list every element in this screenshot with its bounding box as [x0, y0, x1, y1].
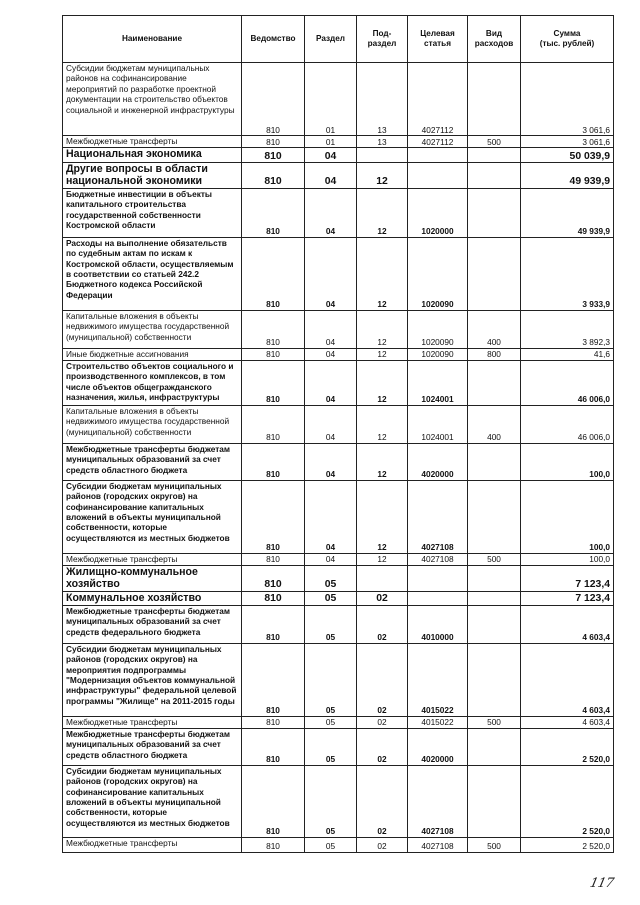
cell-vedomstvo: 810 [242, 591, 305, 605]
cell-podrazdel: 02 [357, 837, 408, 852]
cell-vedomstvo: 810 [242, 728, 305, 765]
cell-name: Межбюджетные трансферты бюджетам муниципальных образований за счет средств областного бюджета [63, 728, 242, 765]
cell-summa: 7 123,4 [521, 591, 614, 605]
cell-summa: 50 039,9 [521, 148, 614, 163]
header-statya: Целевая статья [408, 16, 468, 63]
cell-podrazdel: 12 [357, 237, 408, 310]
cell-podrazdel [357, 565, 408, 591]
cell-vid: 500 [468, 837, 521, 852]
header-podrazdel: Под- раздел [357, 16, 408, 63]
cell-vedomstvo: 810 [242, 148, 305, 163]
cell-razdel: 04 [305, 443, 357, 480]
cell-razdel: 05 [305, 728, 357, 765]
cell-podrazdel: 02 [357, 728, 408, 765]
cell-statya: 1020090 [408, 310, 468, 348]
cell-summa: 4 603,4 [521, 716, 614, 728]
cell-razdel: 04 [305, 348, 357, 360]
cell-statya: 1024001 [408, 360, 468, 405]
table-row [63, 480, 614, 553]
cell-podrazdel [357, 148, 408, 163]
table-row [63, 837, 614, 852]
cell-vid [468, 443, 521, 480]
budget-table-sheet [62, 15, 613, 853]
cell-podrazdel: 12 [357, 188, 408, 237]
cell-vid: 400 [468, 310, 521, 348]
cell-statya [408, 565, 468, 591]
cell-summa: 100,0 [521, 553, 614, 565]
cell-name: Субсидии бюджетам муниципальных районов (городских округов) на софинансирование капитальных вложений в объекты муниципальной собственности, которые осуществляются из местных бюджетов [63, 765, 242, 837]
cell-name: Межбюджетные трансферты бюджетам муниципальных образований за счет средств федерального бюджета [63, 605, 242, 643]
cell-summa: 3 061,6 [521, 63, 614, 136]
cell-vid [468, 765, 521, 837]
header-name: Наименование [63, 16, 242, 63]
cell-name: Межбюджетные трансферты [63, 136, 242, 148]
cell-vedomstvo: 810 [242, 360, 305, 405]
table-row [63, 716, 614, 728]
cell-statya: 4027112 [408, 63, 468, 136]
cell-name: Субсидии бюджетам муниципальных районов (городских округов) на софинансирование капитальных вложений в объекты муниципальной собственности, которые осуществляются из местных бюджетов [63, 480, 242, 553]
table-header-row [63, 16, 614, 63]
cell-statya [408, 163, 468, 189]
cell-statya: 1024001 [408, 405, 468, 443]
cell-razdel: 04 [305, 188, 357, 237]
cell-podrazdel: 12 [357, 163, 408, 189]
page-number: 117 [588, 876, 615, 891]
cell-vid [468, 237, 521, 310]
cell-summa: 2 520,0 [521, 728, 614, 765]
cell-razdel: 01 [305, 63, 357, 136]
cell-vid [468, 605, 521, 643]
cell-podrazdel: 02 [357, 591, 408, 605]
cell-razdel: 05 [305, 837, 357, 852]
cell-name: Субсидии бюджетам муниципальных районов (городских округов) на мероприятия подпрограммы "Модернизация объектов коммунальной инфраструктуры" федеральной целевой программы "Жилище" на 2011-2015 годы [63, 643, 242, 716]
cell-razdel: 05 [305, 591, 357, 605]
cell-summa: 2 520,0 [521, 765, 614, 837]
cell-vedomstvo: 810 [242, 136, 305, 148]
cell-summa: 46 006,0 [521, 405, 614, 443]
cell-podrazdel: 12 [357, 443, 408, 480]
table-row [63, 348, 614, 360]
cell-podrazdel: 02 [357, 765, 408, 837]
cell-vid: 500 [468, 716, 521, 728]
cell-statya: 4020000 [408, 728, 468, 765]
header-summa: Сумма (тыс. рублей) [521, 16, 614, 63]
cell-name: Коммунальное хозяйство [63, 591, 242, 605]
table-row [63, 310, 614, 348]
cell-statya [408, 591, 468, 605]
cell-summa: 49 939,9 [521, 163, 614, 189]
cell-name: Бюджетные инвестиции в объекты капитального строительства государственной собственности Костромской области [63, 188, 242, 237]
cell-vedomstvo: 810 [242, 837, 305, 852]
cell-vid [468, 480, 521, 553]
cell-vid [468, 565, 521, 591]
cell-podrazdel: 02 [357, 643, 408, 716]
cell-summa: 3 061,6 [521, 136, 614, 148]
cell-vedomstvo: 810 [242, 553, 305, 565]
cell-statya: 4027112 [408, 136, 468, 148]
table-row [63, 443, 614, 480]
cell-razdel: 04 [305, 310, 357, 348]
cell-podrazdel: 12 [357, 405, 408, 443]
cell-vid [468, 148, 521, 163]
cell-podrazdel: 12 [357, 348, 408, 360]
cell-podrazdel: 12 [357, 360, 408, 405]
table-row [63, 553, 614, 565]
cell-vedomstvo: 810 [242, 188, 305, 237]
cell-podrazdel: 13 [357, 136, 408, 148]
cell-name: Капитальные вложения в объекты недвижимого имущества государственной (муниципальной) собственности [63, 310, 242, 348]
cell-statya: 4027108 [408, 480, 468, 553]
table-row [63, 360, 614, 405]
cell-vedomstvo: 810 [242, 643, 305, 716]
header-vid: Вид расходов [468, 16, 521, 63]
cell-statya: 4027108 [408, 553, 468, 565]
cell-podrazdel: 12 [357, 553, 408, 565]
cell-summa: 100,0 [521, 443, 614, 480]
cell-razdel: 04 [305, 553, 357, 565]
cell-summa: 3 933,9 [521, 237, 614, 310]
cell-vid [468, 591, 521, 605]
cell-vid [468, 643, 521, 716]
cell-statya: 4020000 [408, 443, 468, 480]
cell-statya [408, 148, 468, 163]
cell-name: Расходы на выполнение обязательств по судебным актам по искам к Костромской области, осуществляемым в соответствии со статьей 242.2 Бюджетного кодекса Российской Федерации [63, 237, 242, 310]
cell-razdel: 04 [305, 148, 357, 163]
cell-razdel: 04 [305, 360, 357, 405]
cell-statya: 4010000 [408, 605, 468, 643]
cell-name: Национальная экономика [63, 148, 242, 163]
cell-vedomstvo: 810 [242, 480, 305, 553]
cell-name: Межбюджетные трансферты бюджетам муниципальных образований за счет средств областного бюджета [63, 443, 242, 480]
cell-podrazdel: 13 [357, 63, 408, 136]
cell-vedomstvo: 810 [242, 565, 305, 591]
cell-razdel: 04 [305, 480, 357, 553]
table-row [63, 643, 614, 716]
cell-summa: 3 892,3 [521, 310, 614, 348]
cell-vid [468, 163, 521, 189]
table-row [63, 63, 614, 136]
cell-summa: 41,6 [521, 348, 614, 360]
header-razdel: Раздел [305, 16, 357, 63]
cell-razdel: 05 [305, 765, 357, 837]
cell-podrazdel: 02 [357, 716, 408, 728]
table-row [63, 591, 614, 605]
cell-vedomstvo: 810 [242, 405, 305, 443]
cell-summa: 7 123,4 [521, 565, 614, 591]
cell-statya: 4015022 [408, 716, 468, 728]
cell-name: Межбюджетные трансферты [63, 553, 242, 565]
cell-summa: 4 603,4 [521, 605, 614, 643]
table-row [63, 163, 614, 189]
cell-vid: 500 [468, 553, 521, 565]
table-row [63, 765, 614, 837]
table-row [63, 148, 614, 163]
cell-vedomstvo: 810 [242, 716, 305, 728]
cell-summa: 4 603,4 [521, 643, 614, 716]
cell-razdel: 04 [305, 405, 357, 443]
cell-statya: 4027108 [408, 765, 468, 837]
cell-vedomstvo: 810 [242, 605, 305, 643]
cell-statya: 4027108 [408, 837, 468, 852]
cell-razdel: 01 [305, 136, 357, 148]
cell-summa: 49 939,9 [521, 188, 614, 237]
cell-razdel: 05 [305, 565, 357, 591]
cell-name: Жилищно-коммунальное хозяйство [63, 565, 242, 591]
table-row [63, 188, 614, 237]
table-row [63, 565, 614, 591]
header-vedomstvo: Ведомство [242, 16, 305, 63]
cell-vedomstvo: 810 [242, 237, 305, 310]
cell-vid: 500 [468, 136, 521, 148]
table-row [63, 405, 614, 443]
cell-summa: 2 520,0 [521, 837, 614, 852]
cell-statya: 1020090 [408, 348, 468, 360]
cell-podrazdel: 02 [357, 605, 408, 643]
cell-statya: 1020000 [408, 188, 468, 237]
cell-name: Капитальные вложения в объекты недвижимого имущества государственной (муниципальной) собственности [63, 405, 242, 443]
cell-podrazdel: 12 [357, 480, 408, 553]
cell-statya: 1020090 [408, 237, 468, 310]
cell-vedomstvo: 810 [242, 63, 305, 136]
cell-vid: 400 [468, 405, 521, 443]
budget-table [62, 15, 614, 853]
cell-razdel: 04 [305, 163, 357, 189]
cell-vedomstvo: 810 [242, 765, 305, 837]
cell-name: Иные бюджетные ассигнования [63, 348, 242, 360]
cell-statya: 4015022 [408, 643, 468, 716]
cell-vedomstvo: 810 [242, 310, 305, 348]
cell-razdel: 05 [305, 605, 357, 643]
cell-summa: 100,0 [521, 480, 614, 553]
cell-podrazdel: 12 [357, 310, 408, 348]
cell-vid: 800 [468, 348, 521, 360]
cell-name: Другие вопросы в области национальной экономики [63, 163, 242, 189]
cell-name: Межбюджетные трансферты [63, 837, 242, 852]
table-row [63, 136, 614, 148]
cell-vedomstvo: 810 [242, 443, 305, 480]
cell-razdel: 04 [305, 237, 357, 310]
cell-vid [468, 63, 521, 136]
cell-vid [468, 728, 521, 765]
cell-vid [468, 360, 521, 405]
cell-vedomstvo: 810 [242, 348, 305, 360]
cell-vid [468, 188, 521, 237]
cell-razdel: 05 [305, 643, 357, 716]
table-row [63, 605, 614, 643]
cell-name: Субсидии бюджетам муниципальных районов на софинансирование мероприятий по разработке проектной документации на строительство объектов социальной и инженерной инфраструктуры [63, 63, 242, 136]
cell-name: Межбюджетные трансферты [63, 716, 242, 728]
cell-razdel: 05 [305, 716, 357, 728]
cell-summa: 46 006,0 [521, 360, 614, 405]
table-row [63, 237, 614, 310]
cell-vedomstvo: 810 [242, 163, 305, 189]
cell-name: Строительство объектов социального и производственного комплексов, в том числе объектов общегражданского назначения, жилья, инфраструктуры [63, 360, 242, 405]
table-row [63, 728, 614, 765]
